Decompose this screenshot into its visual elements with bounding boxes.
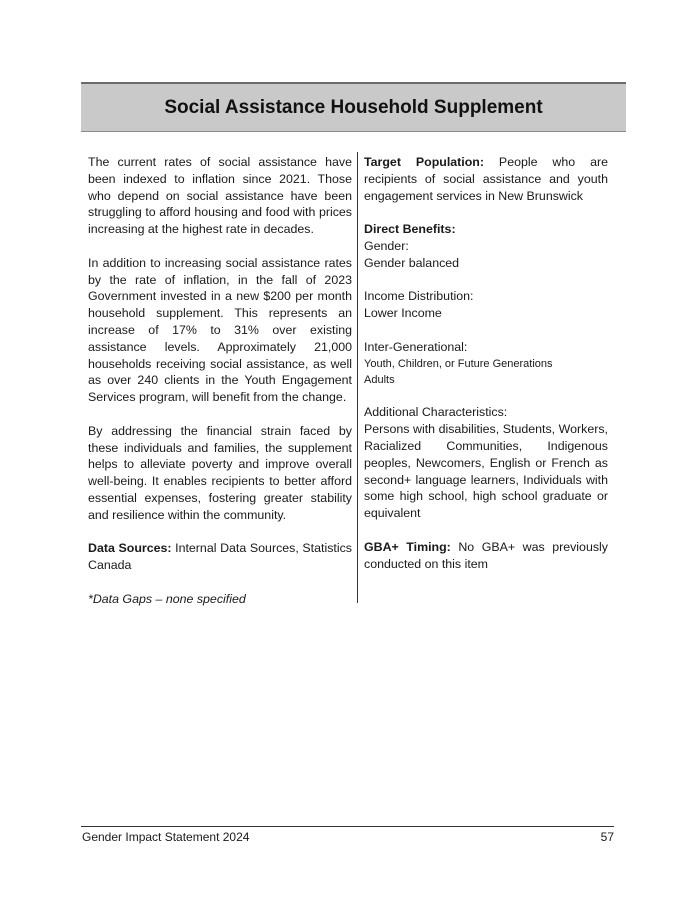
page-title: Social Assistance Household Supplement bbox=[164, 96, 543, 118]
gender-value: Gender balanced bbox=[364, 255, 460, 270]
column-divider bbox=[357, 152, 358, 603]
paragraph-inflation: The current rates of social assistance have been indexed to inflation since 2021. Those who depend on social assistance have been struggling to afford housing and food with prices increasing at the highest rate in decades. bbox=[88, 155, 352, 237]
title-band bbox=[81, 82, 626, 132]
gba-timing-label: GBA+ Timing: bbox=[364, 539, 451, 554]
intergenerational-value-youth: Youth, Children, or Future Generations bbox=[364, 357, 553, 370]
right-column bbox=[364, 154, 608, 572]
data-gaps: *Data Gaps – none specified bbox=[88, 591, 246, 606]
data-sources-label: Data Sources: bbox=[88, 541, 172, 556]
additional-characteristics-value: Persons with disabilities, Students, Workers, Racialized Communities, Indigenous peoples, Newcomers, English or French as second+ language learners, Individuals with some high school, high school graduate or equivalent bbox=[364, 422, 608, 521]
data-sources-value: Internal Data Sources, Statistics Canada bbox=[88, 541, 352, 573]
direct-benefits-label: Direct Benefits: bbox=[364, 222, 456, 237]
target-population-value: People who are recipients of social assistance and youth engagement services in New Brunswick bbox=[364, 155, 608, 203]
target-population-label: Target Population: bbox=[364, 155, 485, 169]
gender-label: Gender: bbox=[364, 238, 409, 253]
gba-timing-value: No GBA+ was previously conducted on this item bbox=[364, 539, 608, 571]
data-sources bbox=[88, 540, 352, 574]
footer-document-title: Gender Impact Statement 2024 bbox=[82, 830, 250, 844]
footer-rule bbox=[81, 826, 614, 827]
left-column bbox=[88, 154, 352, 608]
additional-characteristics-label: Additional Characteristics: bbox=[364, 405, 508, 420]
footer-page-number: 57 bbox=[600, 830, 614, 844]
paragraph-impact: By addressing the financial strain faced by these individuals and families, the supplement helps to alleviate poverty and improve overall well-being. It enables recipients to better afford essential expenses, fostering greater stability and resilience within the community. bbox=[88, 423, 352, 522]
gba-timing bbox=[364, 539, 608, 573]
intergenerational-value-adults: Adults bbox=[364, 373, 395, 386]
target-population bbox=[364, 154, 608, 204]
income-value: Lower Income bbox=[364, 306, 442, 321]
income-label: Income Distribution: bbox=[364, 289, 474, 304]
paragraph-supplement: In addition to increasing social assistance rates by the rate of inflation, in the fall of 2023 Government invested in a new $200 per month household supplement. This represents an increase of 17% to 31% over existing assistance levels. Approximately 21,000 households receiving social assistance, as well as over 240 clients in the Youth Engagement Services program, will benefit from the change. bbox=[88, 255, 352, 405]
intergenerational-label: Inter-Generational: bbox=[364, 339, 468, 354]
